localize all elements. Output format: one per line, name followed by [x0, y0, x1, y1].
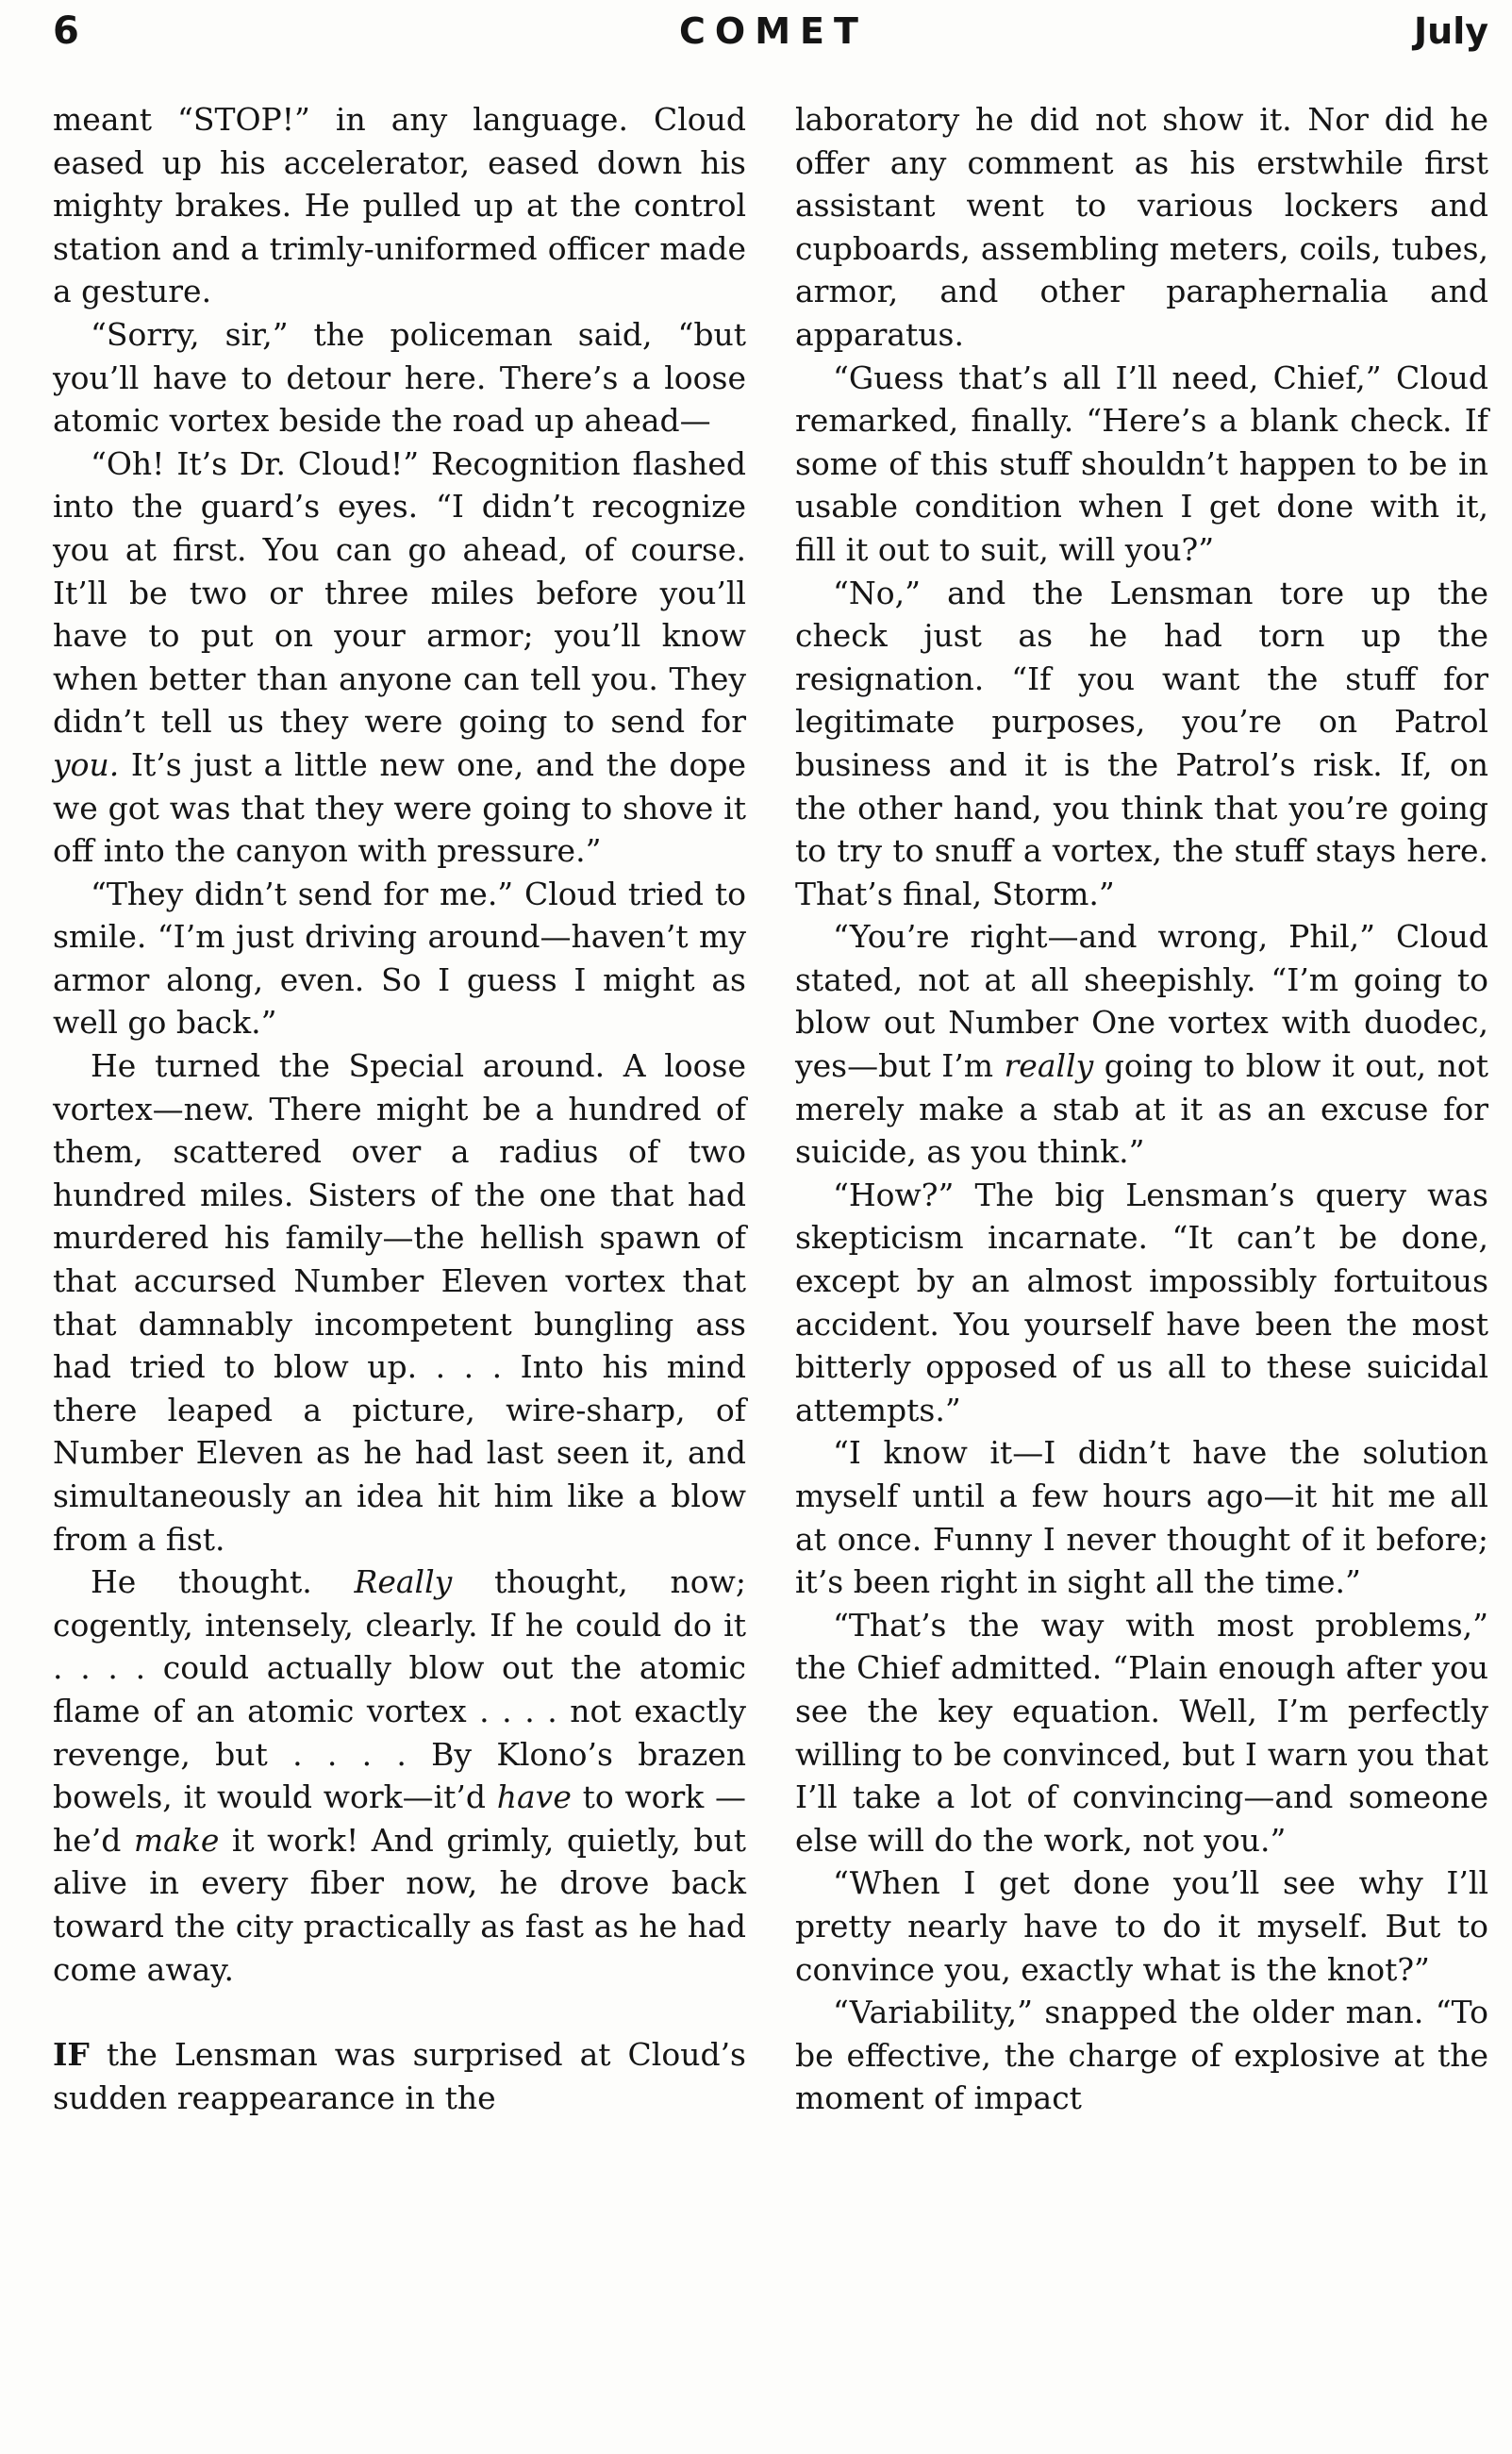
paragraph: meant “STOP!” in any language. Cloud eased up his accelerator, eased down his mighty brakes. He pulled up at the control station and a trimly-uniformed officer made a gesture.: [53, 101, 746, 310]
magazine-title: COMET: [679, 10, 868, 52]
right-column: [795, 98, 1488, 2120]
page-header: [47, 6, 1500, 62]
page-number: 6: [53, 9, 79, 53]
paragraph: “That’s the way with most problems,” the Chief admitted. “Plain enough after you see the key equation. Well, I’m perfectly willing to be convinced, but I warn you that I’ll take a lot of convincing—and someone else will do the work, not you.”: [795, 1606, 1488, 1859]
paragraph: “I know it—I didn’t have the solution myself until a few hours ago—it hit me all at once. Funny I never thought of it before; it’s been right in sight all the time.”: [795, 1434, 1488, 1601]
paragraph: “Sorry, sir,” the policeman said, “but you’ll have to detour here. There’s a loose atomic vortex beside the road up ahead—: [53, 315, 746, 440]
paragraph: “No,” and the Lensman tore up the check just as he had torn up the resignation. “If you want the stuff for legitimate purposes, you’re on Patrol business and it is the Patrol’s risk. If, on the other hand, you think that you’re going to try to snuff a vortex, the stuff stays here. That’s final, Storm.”: [795, 574, 1488, 912]
paragraph: “They didn’t send for me.” Cloud tried to smile. “I’m just driving around—haven’t my armor along, even. So I guess I might as well go back.”: [53, 875, 746, 1042]
paragraph: “You’re right—and wrong, Phil,” Cloud stated, not at all sheepishly. “I’m going to blow out Number One vortex with duodec, yes—but I’m really going to blow it out, not merely make a stab at it as an excuse for suicide, as you think.”: [795, 918, 1488, 1171]
section-start-paragraph: IF the Lensman was surprised at Cloud’s sudden reappearance in the: [53, 2036, 746, 2116]
paragraph: He turned the Special around. A loose vortex—new. There might be a hundred of them, scattered over a radius of two hundred miles. Sisters of the one that had murdered his family—the hellish spawn of that accursed Number Eleven vortex that that damnably incompetent bungling ass had tried to blow up. . . . Into his mind there leaped a picture, wire-sharp, of Number Eleven as he had last seen it, and simultaneously an idea hit him like a blow from a fist.: [53, 1047, 746, 1558]
paragraph: “Oh! It’s Dr. Cloud!” Recognition flashed into the guard’s eyes. “I didn’t recognize you at first. You can go ahead, of course. It’ll be two or three miles before you’ll have to put on your armor; you’ll know when better than anyone can tell you. They didn’t tell us they were going to send for you. It’s just a little new one, and the dope we got was that they were going to shove it off into the canyon with pressure.”: [53, 444, 746, 870]
paragraph: “Variability,” snapped the older man. “To be effective, the charge of explosive at the moment of impact: [795, 1994, 1488, 2117]
issue-month: July: [1414, 10, 1488, 52]
paragraph: laboratory he did not show it. Nor did he offer any comment as his erstwhile first assistant went to various lockers and cupboards, assembling meters, coils, tubes, armor, and other paraphernalia and apparatus.: [795, 101, 1488, 353]
paragraph: “When I get done you’ll see why I’ll pretty nearly have to do it myself. But to convince you, exactly what is the knot?”: [795, 1864, 1488, 1988]
paragraph: He thought. Really thought, now; cogently, intensely, clearly. If he could do it . . . . could actually blow out the atomic flame of an atomic vortex . . . . not exactly revenge, but . . . . By Klono’s brazen bowels, it would work—it’d have to work —he’d make it work! And grimly, quietly, but alive in every fiber now, he drove back toward the city practically as fast as he had come away.: [53, 1563, 746, 1988]
section-lead-caps: IF: [53, 2036, 90, 2074]
paragraph: “Guess that’s all I’ll need, Chief,” Cloud remarked, finally. “Here’s a blank check. If some of this stuff shouldn’t happen to be in usable condition when I get done with it, fill it out to suit, will you?”: [795, 359, 1488, 568]
left-column: [53, 98, 746, 2119]
paragraph: “How?” The big Lensman’s query was skepticism incarnate. “It can’t be done, except by an almost impossibly fortuitous accident. You yourself have been the most bitterly opposed of us all to these suicidal attempts.”: [795, 1176, 1488, 1428]
